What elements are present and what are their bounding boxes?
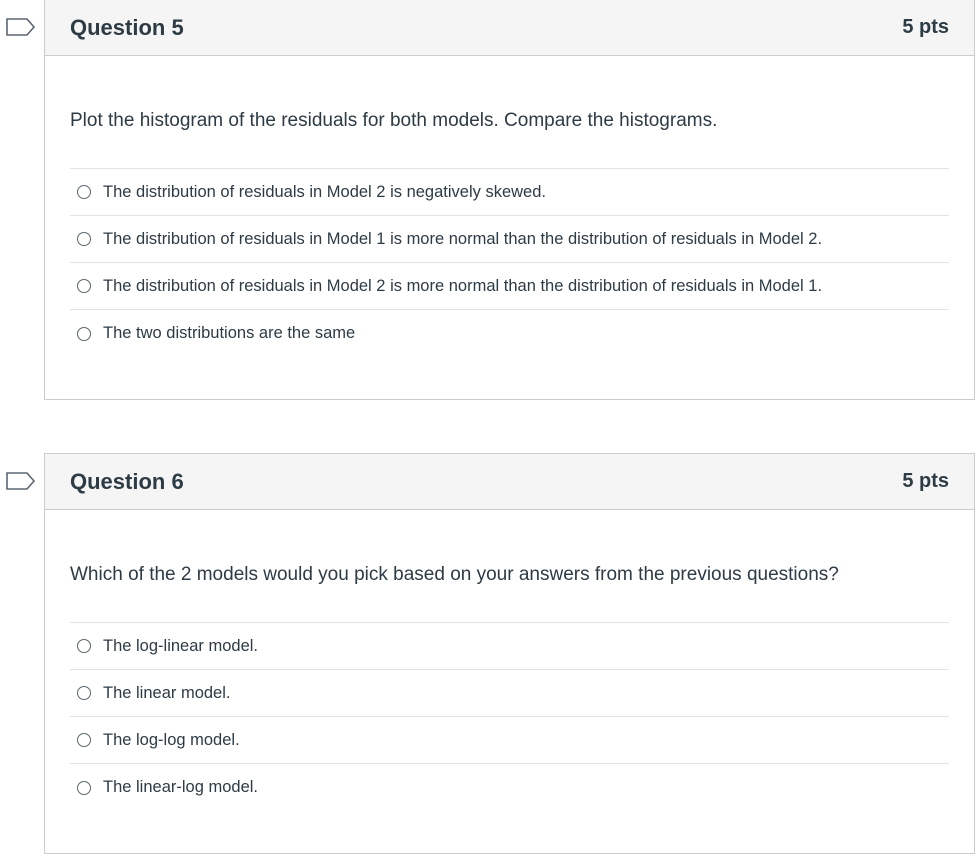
question-title: Question 5 (70, 14, 184, 40)
answer-label: The linear model. (103, 683, 231, 702)
answer-label: The log-log model. (103, 730, 240, 749)
radio-button[interactable] (77, 279, 91, 293)
question-body (45, 56, 974, 357)
radio-button[interactable] (77, 232, 91, 246)
question-title: Question 6 (70, 468, 184, 494)
question-text: Plot the histogram of the residuals for both models. Compare the histograms. (70, 110, 718, 131)
flag-question-icon[interactable] (6, 18, 36, 36)
question-6-card (44, 453, 975, 854)
answer-option[interactable] (70, 263, 949, 310)
answer-label: The log-linear model. (103, 636, 258, 655)
radio-button[interactable] (77, 639, 91, 653)
answer-option[interactable] (70, 216, 949, 263)
answer-option[interactable] (70, 623, 949, 670)
answer-option[interactable] (70, 670, 949, 717)
answer-label: The linear-log model. (103, 778, 258, 796)
radio-button[interactable] (77, 185, 91, 199)
flag-question-icon[interactable] (6, 472, 36, 490)
answer-list (70, 168, 949, 357)
question-text: Which of the 2 models would you pick based on your answers from the previous questions? (70, 564, 839, 585)
radio-button[interactable] (77, 733, 91, 747)
answer-list (70, 622, 949, 811)
question-points: 5 pts (902, 16, 949, 38)
question-header (45, 454, 974, 510)
question-header (45, 0, 974, 56)
answer-label: The two distributions are the same (103, 324, 356, 342)
radio-button[interactable] (77, 686, 91, 700)
question-body (45, 510, 974, 811)
question-points: 5 pts (902, 470, 949, 492)
radio-button[interactable] (77, 781, 91, 795)
radio-button[interactable] (77, 327, 91, 341)
answer-option[interactable] (70, 764, 949, 811)
answer-label: The distribution of residuals in Model 2 is more normal than the distribution of residuals in Model 1. (103, 276, 823, 295)
answer-option[interactable] (70, 169, 949, 216)
answer-label: The distribution of residuals in Model 1 is more normal than the distribution of residuals in Model 2. (103, 229, 823, 248)
question-5-card (44, 0, 975, 400)
answer-option[interactable] (70, 310, 949, 357)
answer-option[interactable] (70, 717, 949, 764)
answer-label: The distribution of residuals in Model 2 is negatively skewed. (103, 182, 546, 201)
